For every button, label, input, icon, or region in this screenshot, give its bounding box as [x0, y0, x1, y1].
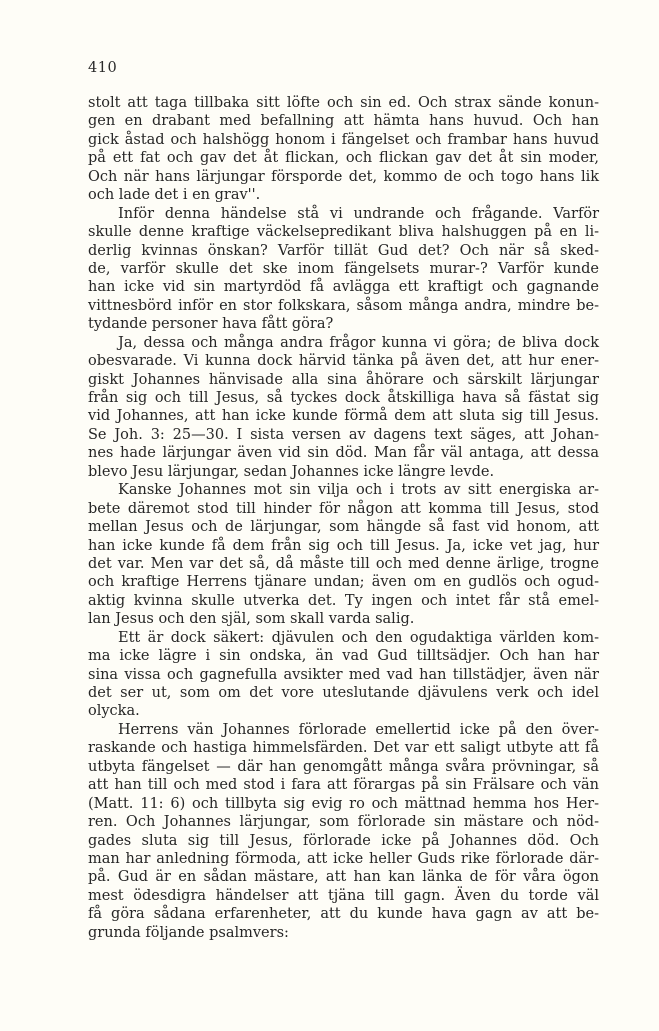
- text-line: olycka.: [88, 703, 140, 720]
- text-line: på ett fat och gav det åt flickan, och flickan gav det åt sin moder,: [88, 150, 599, 167]
- text-line: Se Joh. 3: 25—30. I sista versen av dagens text säges, att Johan-: [88, 426, 599, 443]
- text-line: utbyta fängelset — där han genomgått många svåra prövningar, så: [88, 758, 599, 775]
- text-line: ma icke lägre i sin ondska, än vad Gud tilltsädjer. Och han har: [88, 648, 599, 665]
- text-line: blevo Jesu lärjungar, sedan Johannes icke längre levde.: [88, 463, 495, 480]
- text-line: derlig kvinnas önskan? Varför tillät Gud det? Och när så sked-: [88, 242, 599, 259]
- text-line: Och när hans lärjungar försporde det, kommo de och togo hans lik: [88, 168, 599, 185]
- text-line: giskt Johannes hänvisade alla sina åhörare och särskilt lärjungar: [88, 371, 599, 388]
- text-line: lan Jesus och den själ, som skall varda salig.: [88, 611, 415, 628]
- text-line: Herrens vän Johannes förlorade emellertid icke på den över-: [118, 721, 599, 738]
- text-line: gen en drabant med befallning att hämta hans huvud. Och han: [88, 113, 599, 130]
- text-line: gades sluta sig till Jesus, förlorade icke på Johannes död. Och: [88, 832, 599, 849]
- text-line: från sig och till Jesus, så tyckes dock åtskilliga hava så fästat sig: [88, 390, 599, 406]
- page-number: 410: [88, 60, 118, 76]
- text-line: Ja, dessa och många andra frågor kunna vi göra; de bliva dock: [118, 334, 599, 351]
- text-line: mest ödesdigra händelser att tjäna till gagn. Även du torde väl: [88, 887, 599, 904]
- text-line: det ser ut, som om det vore uteslutande djävulens verk och idel: [88, 685, 599, 701]
- text-line: vittnesbörd inför en stor folkskara, såsom många andra, mindre be-: [88, 297, 599, 314]
- text-line: att han till och med stod i fara att förargas på sin Frälsare och vän: [88, 777, 599, 794]
- text-line: Inför denna händelse stå vi undrande och frågande. Varför: [118, 205, 599, 222]
- text-line: det var. Men var det så, då måste till och med denne ärlige, trogne: [88, 555, 599, 572]
- text-line: Kanske Johannes mot sin vilja och i trots av sitt energiska ar-: [118, 482, 599, 499]
- text-line: han icke vid sin martyrdöd få avlägga ett kraftigt och gagnande: [88, 279, 599, 296]
- text-line: de, varför skulle det ske inom fängelsets murar-? Varför kunde: [88, 260, 599, 277]
- text-line: gick åstad och halshögg honom i fängelset och frambar hans huvud: [88, 131, 599, 148]
- text-line: mellan Jesus och de lärjungar, som hängde så fast vid honom, att: [88, 519, 599, 536]
- text-line: stolt att taga tillbaka sitt löfte och sin ed. Och strax sände konun-: [88, 95, 599, 111]
- text-line: raskande och hastiga himmelsfärden. Det var ett saligt utbyte att få: [88, 740, 599, 757]
- text-line: vid Johannes, att han icke kunde förmå dem att sluta sig till Jesus.: [88, 408, 599, 425]
- text-line: sina vissa och gagnefulla avsikter med vad han tillstädjer, även när: [88, 666, 599, 683]
- text-line: nes hade lärjungar även vid sin död. Man får väl antaga, att dessa: [88, 445, 599, 462]
- text-line: skulle denne kraftige väckelsepredikant bliva halshuggen på en li-: [88, 224, 599, 241]
- text-line: på. Gud är en sådan mästare, att han kan länka de för våra ögon: [88, 869, 599, 886]
- body-text: [88, 94, 599, 942]
- text-line: han icke kunde få dem från sig och till Jesus. Ja, icke vet jag, hur: [88, 537, 599, 554]
- text-line: man har anledning förmoda, att icke heller Guds rike förlorade där-: [88, 850, 599, 867]
- text-line: få göra sådana erfarenheter, att du kunde hava gagn av att be-: [88, 906, 599, 923]
- text-line: Ett är dock säkert: djävulen och den ogudaktiga världen kom-: [118, 629, 599, 646]
- text-line: (Matt. 11: 6) och tillbyta sig evig ro och mättnad hemma hos Her-: [88, 795, 599, 812]
- text-line: grunda följande psalmvers:: [88, 924, 289, 941]
- text-line: ren. Och Johannes lärjungar, som förlorade sin mästare och nöd-: [88, 814, 599, 831]
- text-line: och lade det i en grav''.: [88, 187, 261, 204]
- text-line: tydande personer hava fått göra?: [88, 316, 334, 333]
- text-line: aktig kvinna skulle utverka det. Ty ingen och intet får stå emel-: [88, 592, 599, 609]
- text-line: och kraftige Herrens tjänare undan; även om en gudlös och ogud-: [88, 574, 599, 591]
- text-line: bete däremot stod till hinder för någon att komma till Jesus, stod: [88, 500, 599, 517]
- text-line: obesvarade. Vi kunna dock härvid tänka på även det, att hur ener-: [88, 353, 599, 370]
